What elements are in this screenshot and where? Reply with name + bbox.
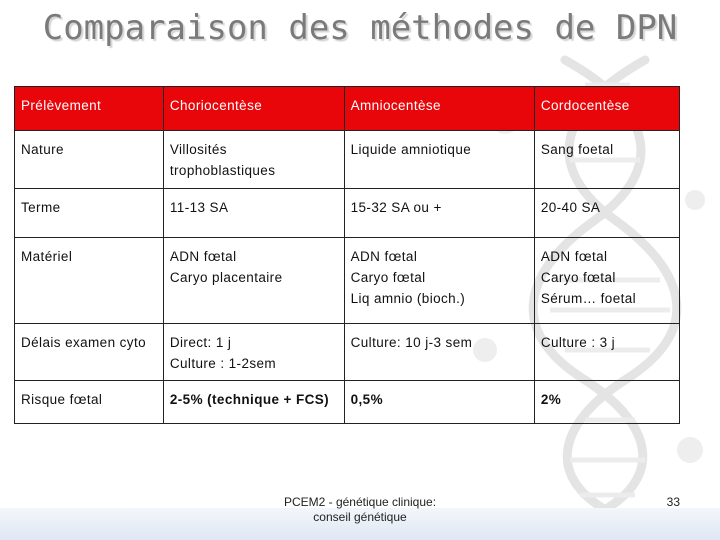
footer-text <box>250 495 470 525</box>
table-cell <box>344 238 534 324</box>
cell-line: 2% <box>540 392 562 407</box>
cell-line: Caryo fœtal <box>350 270 426 285</box>
table-cell <box>163 324 344 381</box>
cell-line: Culture : 3 j <box>540 335 616 350</box>
cell-line: trophoblastiques <box>169 163 276 178</box>
cell-line: Sang foetal <box>540 142 614 157</box>
table-row <box>15 238 680 324</box>
cell-line: Sérum… foetal <box>540 291 637 306</box>
row-label: Matériel <box>15 238 164 324</box>
cell-line: Culture : 1-2sem <box>169 356 277 371</box>
row-label: Délais examen cyto <box>15 324 164 381</box>
comparison-table <box>14 86 680 424</box>
cell-line: Caryo fœtal <box>540 270 616 285</box>
table-row <box>15 381 680 424</box>
cell-line: Culture: 10 j-3 sem <box>350 335 473 350</box>
header-cell: Amniocentèse <box>344 87 534 131</box>
table-cell <box>344 324 534 381</box>
cell-line: Villosités <box>169 142 227 157</box>
table-cell <box>344 189 534 238</box>
cell-line: ADN fœtal <box>350 249 418 264</box>
header-cell: Choriocentèse <box>163 87 344 131</box>
table-cell <box>163 131 344 189</box>
table-row <box>15 324 680 381</box>
table-cell <box>534 381 679 424</box>
table-cell <box>163 238 344 324</box>
table-cell <box>534 324 679 381</box>
cell-line: 2-5% (technique + FCS) <box>169 392 330 407</box>
cell-line: 20-40 SA <box>540 200 601 215</box>
page-number: 33 <box>666 495 680 509</box>
header-cell: Prélèvement <box>15 87 164 131</box>
table-cell <box>344 381 534 424</box>
cell-line: Liquide amniotique <box>350 142 472 157</box>
row-label: Terme <box>15 189 164 238</box>
cell-line: Direct: 1 j <box>169 335 232 350</box>
table-row <box>15 131 680 189</box>
cell-line: ADN fœtal <box>169 249 237 264</box>
table-cell <box>344 131 534 189</box>
cell-line: Liq amnio (bioch.) <box>350 291 466 306</box>
table-cell <box>534 131 679 189</box>
table-cell <box>534 238 679 324</box>
table-cell <box>534 189 679 238</box>
row-label: Risque fœtal <box>15 381 164 424</box>
footer-line: conseil génétique <box>313 510 407 524</box>
row-label: Nature <box>15 131 164 189</box>
table-row <box>15 189 680 238</box>
slide-title: Comparaison des méthodes de DPN <box>42 8 678 48</box>
cell-line: Caryo placentaire <box>169 270 283 285</box>
footer-line: PCEM2 - génétique clinique: <box>283 495 437 509</box>
cell-line: 0,5% <box>350 392 383 407</box>
table-cell <box>163 189 344 238</box>
cell-line: 15-32 SA ou + <box>350 200 442 215</box>
cell-line: 11-13 SA <box>169 200 229 215</box>
header-cell: Cordocentèse <box>534 87 679 131</box>
cell-line: ADN fœtal <box>540 249 608 264</box>
table-cell <box>163 381 344 424</box>
table-header-row <box>15 87 680 131</box>
